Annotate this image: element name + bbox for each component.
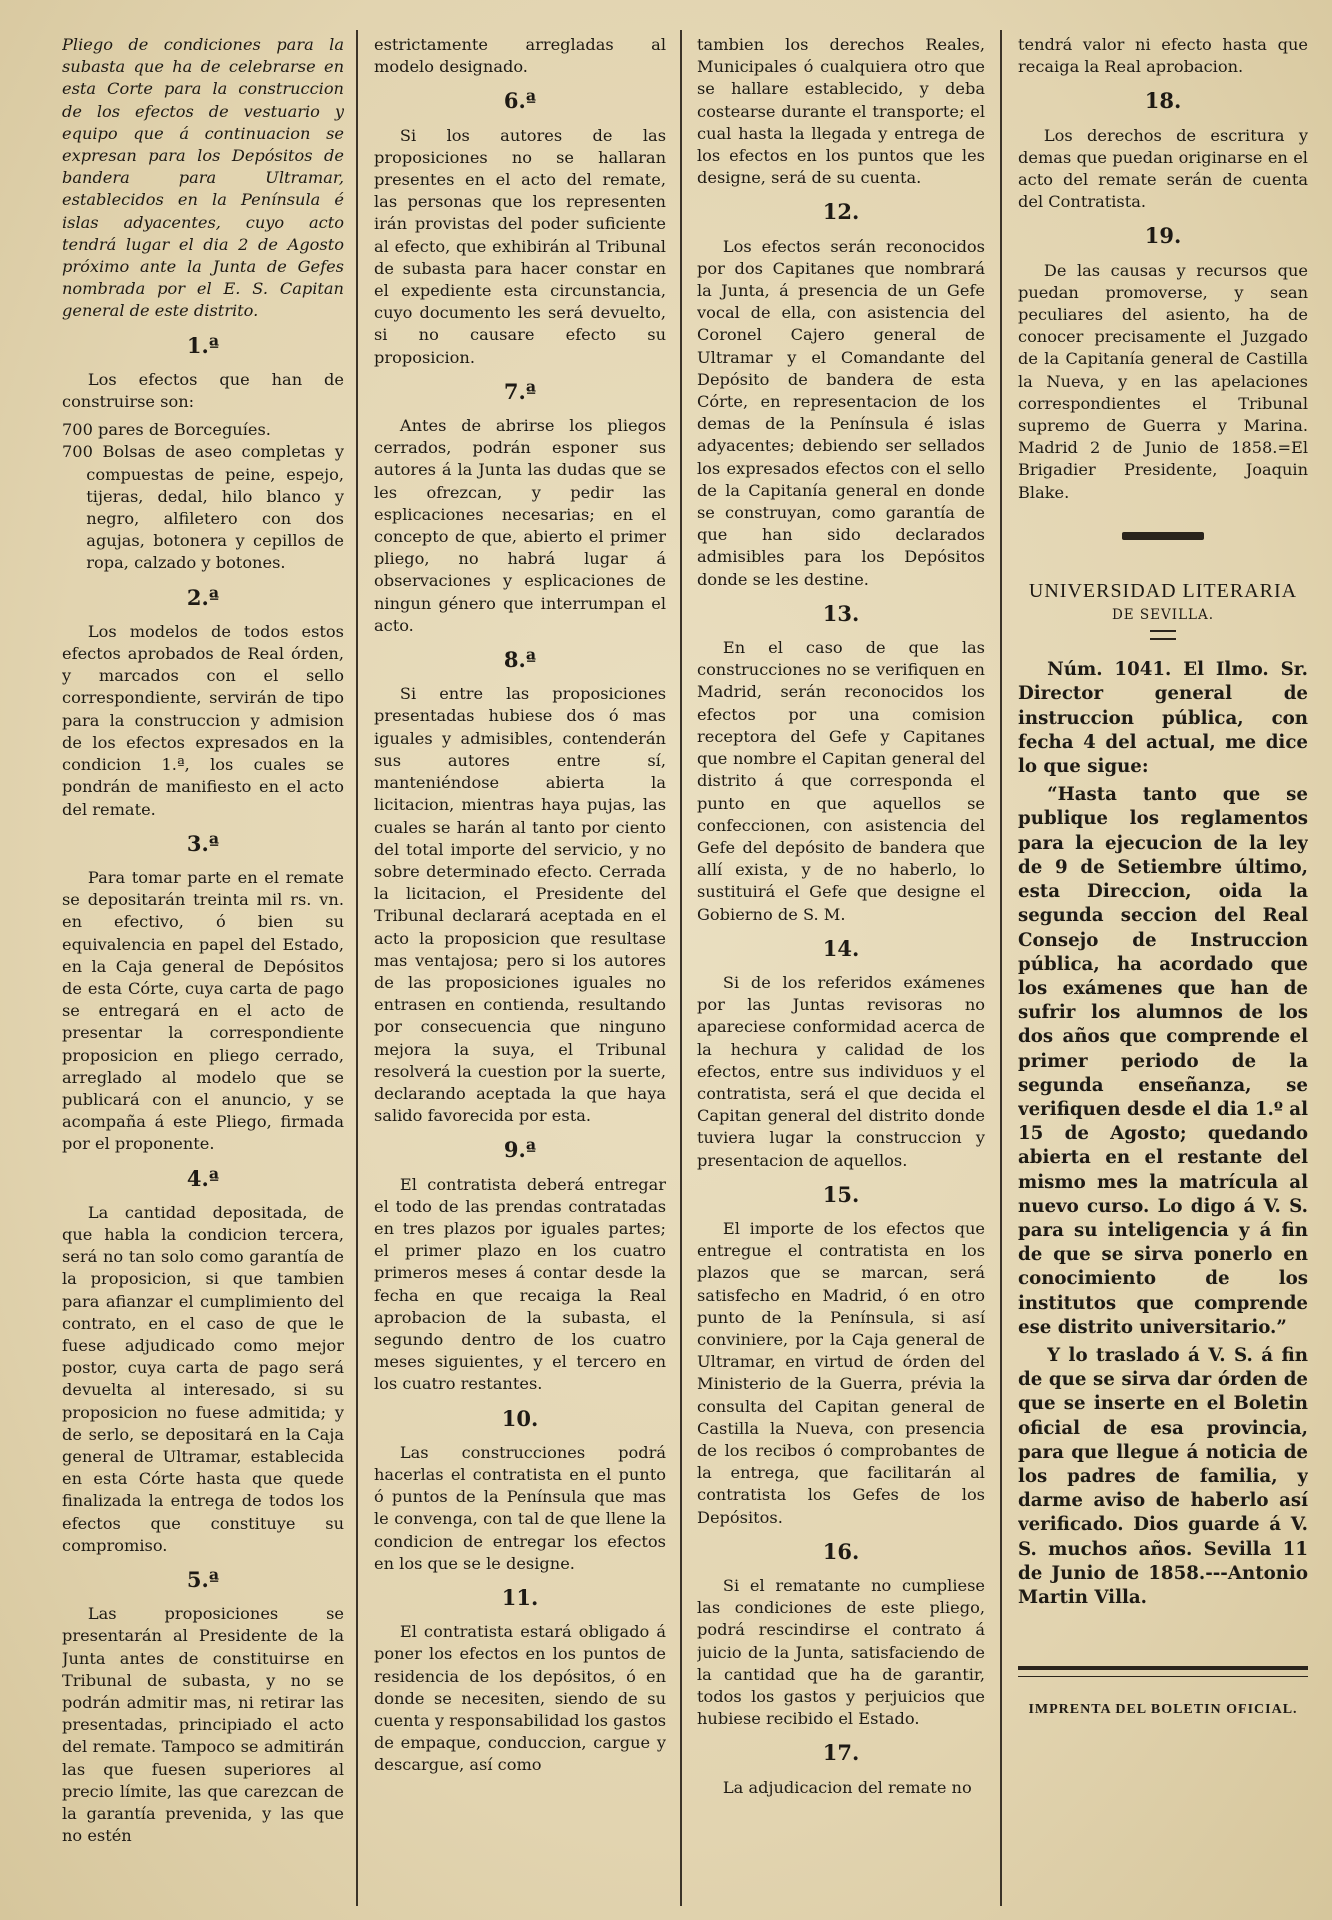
document-intro: Pliego de condiciones para la subasta que ha de celebrarse en esta Corte para la construccion de los efectos de vestuario y equipo que á continuacion se expresan para los Depósitos de bandera para Ultramar, establecidos en la Península é islas adyacentes, cuyo acto tendrá lugar el dia 2 de Agosto próximo ante la Junta de Gefes nombrada por el E. S. Capitan general de este distrito.: [62, 35, 344, 321]
condition-number: 16.: [822, 1538, 860, 1564]
section-divider: [1122, 532, 1204, 540]
column-1: [62, 34, 344, 1906]
condition-text: Si entre las proposiciones presentadas hubiese dos ó mas iguales y admisibles, contenderán sus autores entre sí, manteniéndose abierta la licitacion, mientras haya pujas, las cuales se harán al tanto por ciento del total importe del servicio, y no sobre determinado efecto. Cerrada la licitacion, el Presidente del Tribunal declarará aceptada en el acto la proposicion que resultase mas ventajosa; pero si los autores de las proposiciones iguales no entrasen en contienda, resultando por consecuencia que ninguno mejora la suya, el Tribunal resolverá la cuestion por la suerte, declarando aceptada la que haya salido favorecida por esta.: [374, 684, 666, 1126]
condition-text: La adjudicacion del remate no: [722, 1777, 972, 1797]
items-list: [62, 419, 344, 574]
notice-closing: Y lo traslado á V. S. á fin de que se sirva dar órden de que se inserte en el Boletin oficial de esa provincia, para que llegue á noticia de los padres de familia, y darme aviso de haberlo así verificado. Dios guarde á V. S. muchos años. Sevilla 11 de Junio de 1858.---Antonio Martin Villa.: [1018, 1344, 1308, 1608]
column-3: [697, 34, 985, 1906]
condition-number: 2.ª: [186, 584, 220, 610]
condition-text: Los modelos de todos estos efectos aprobados de Real órden, y marcados con el sello correspondiente, servirán de tipo para la construccion y admision de los efectos expresados en la condicion 1.ª, los cuales se pondrán de manifiesto en el acto del remate.: [62, 621, 344, 819]
condition-number: 18.: [1144, 88, 1182, 114]
condition-number: 6.ª: [503, 88, 537, 114]
condition-text: Si el rematante no cumpliese las condiciones de este pliego, podrá rescindirse el contrato á juicio de la Junta, satisfaciendo de la cantidad que ha de garantir, todos los gastos y perjuicios que hubiese recibido el Estado.: [697, 1576, 985, 1729]
section-subheading: DE SEVILLA.: [1111, 607, 1215, 624]
condition-number: 9.ª: [503, 1137, 537, 1163]
condition-text: En el caso de que las construcciones no se verifiquen en Madrid, serán reconocidos los efectos por una comision receptora del Gefe y Capitanes que nombre el Capitan general del distrito á que corresponda el punto en que aquellos se confeccionen, con asistencia del Gefe del depósito de bandera que allí exista, y de no haberlo, lo sustituirá el Gefe que designe el Gobierno de S. M.: [697, 638, 985, 924]
notice-quote: “Hasta tanto que se publique los reglamentos para la ejecucion de la ley de 9 de Setiembre último, esta Direccion, oida la segunda seccion del Real Consejo de Instruccion pública, ha acordado que los exámenes que han de sufrir los alumnos de los dos años que comprende el primer periodo de la segunda enseñanza, se verifiquen desde el dia 1.º al 15 de Agosto; quedando abierta en el restante del mismo mes la matrícula al nuevo curso. Lo digo á V. S. para su inteligencia y á fin de que se sirva ponerlo en conocimiento de los institutos que comprende ese distrito universitario.”: [1018, 784, 1308, 1338]
condition-number: 13.: [822, 600, 860, 626]
condition-text: Si los autores de las proposiciones no se hallaran presentes en el acto del remate, las personas que los representen irán provistas del poder suficiente al efecto, que exhibirán al Tribunal de subasta para hacer constar en el expediente esta circunstancia, cuyo documento les será devuelto, si no causare efecto su proposicion.: [374, 125, 666, 367]
footer-rule: [1018, 1666, 1308, 1677]
condition-text: Los efectos que han de construirse son:: [62, 369, 344, 412]
condition-number: 14.: [822, 935, 860, 961]
condition-text: tambien los derechos Reales, Municipales ó cualquiera otro que se hallare establecido, y deba costearse durante el transporte; el cual hasta la llegada y entrega de los efectos en los puntos que les designe, será de su cuenta.: [697, 35, 985, 188]
column-2: [374, 34, 666, 1906]
condition-number: 7.ª: [503, 378, 537, 404]
condition-text: La cantidad depositada, de que habla la condicion tercera, será no tan solo como garantía de la proposicion, si que tambien para afianzar el cumplimiento del contrato, en el caso de que le fuese adjudicado como mejor postor, cuya carta de pago será devuelta al interesado, si su proposicion no fuese admitida; y de serlo, se depositará en la Caja general de Ultramar, establecida en esta Córte hasta que quede finalizada la entrega de todos los efectos que constituye su compromiso.: [62, 1202, 344, 1555]
condition-number: 3.ª: [186, 830, 220, 856]
circular-notice: [1018, 658, 1308, 1610]
condition-text: estrictamente arregladas al modelo designado.: [374, 35, 666, 77]
column-rule: [680, 30, 682, 1906]
condition-number: 5.ª: [186, 1567, 220, 1592]
condition-text: Para tomar parte en el remate se depositarán treinta mil rs. vn. en efectivo, ó bien su equivalencia en papel del Estado, en la Caja general de Depósitos de esta Córte, cuya carta de pago se entregará en el acto de presentar la correspondiente proposicion en pliego cerrado, arreglado al modelo que se publicará con el anuncio, y se acompaña á este Pliego, firmada por el proponente.: [62, 867, 344, 1154]
condition-number: 4.ª: [186, 1165, 220, 1191]
column-4: [1018, 34, 1308, 1906]
list-item: 700 pares de Borceguíes.: [62, 420, 271, 440]
printer-imprint: IMPRENTA DEL BOLETIN OFICIAL.: [1028, 1702, 1298, 1718]
condition-number: 15.: [822, 1181, 860, 1207]
condition-text: Las construcciones podrá hacerlas el contratista en el punto ó puntos de la Península que mas le convenga, con tal de que llene la condicion de entregar los efectos en los que se le designe.: [374, 1442, 666, 1573]
column-rule: [1000, 30, 1002, 1906]
condition-number: 11.: [501, 1585, 539, 1610]
condition-text: El contratista estará obligado á poner los efectos en los puntos de residencia de los depósitos, ó en donde se necesiten, siendo de su cuenta y responsabilidad los gastos de empaque, conduccion, cargue y descargue, así como: [374, 1622, 666, 1775]
condition-text: Antes de abrirse los pliegos cerrados, podrán esponer sus autores á la Junta las dudas que se les ofrezcan, y pedir las esplicaciones necesarias; en el concepto de que, abierto el primer pliego, no habrá lugar á observaciones y esplicaciones de ningun género que interrumpan el acto.: [374, 416, 666, 635]
double-rule: [1150, 630, 1176, 640]
condition-number: 1.ª: [186, 332, 220, 358]
condition-text: Las proposiciones se presentarán al Presidente de la Junta antes de constituirse en Tribunal de subasta, y no se podrán admitir mas, ni retirar las presentadas, principiado el acto del remate. Tampoco se admitirán las que fuesen superiores al precio límite, las que carezcan de la garantía prevenida, y las que no estén: [62, 1604, 344, 1846]
condition-text: Si de los referidos exámenes por las Juntas revisoras no apareciese conformidad acerca de la hechura y calidad de los efectos, entre sus individuos y el contratista, será el que decida el Capitan general del distrito donde tuviera lugar la construccion y presentacion de aquellos.: [697, 972, 985, 1170]
condition-number: 12.: [822, 199, 860, 225]
condition-text: El contratista deberá entregar el todo de las prendas contratadas en tres plazos por iguales partes; el primer plazo en los cuatro primeros meses á contar desde la fecha en que recaiga la Real aprobacion de la subasta, el segundo dentro de los cuatro meses siguientes, y el tercero en los cuatro restantes.: [374, 1174, 666, 1394]
condition-text: El importe de los efectos que entregue el contratista en los plazos que se marcan, será satisfecho en Madrid, ó en otro punto de la Península, si así conviniere, por la Caja general de Ultramar, en virtud de órden del Ministerio de la Guerra, prévia la consulta del Capitan general de Castilla la Nueva, con presencia de los recibos ó comprobantes de la entrega, que facilitarán al contratista los Gefes de los Depósitos.: [697, 1218, 985, 1527]
condition-text: Los efectos serán reconocidos por dos Capitanes que nombrará la Junta, á presencia de un Gefe vocal de ella, con asistencia del Coronel Cajero general de Ultramar y el Comandante del Depósito de bandera de esta Córte, en representacion de los demas de la Península é islas adyacentes; debiendo ser sellados los expresados efectos con el sello de la Capitanía general en donde se construyan, como garantía de que han sido declarados admisibles para los Depósitos donde se les destine.: [697, 236, 985, 589]
notice-intro: Núm. 1041. El Ilmo. Sr. Director general de instruccion pública, con fecha 4 del actual, me dice lo que sigue:: [1018, 659, 1308, 778]
condition-number: 19.: [1144, 223, 1182, 249]
condition-text: De las causas y recursos que puedan promoverse, y sean peculiares del asiento, ha de conocer precisamente el Juzgado de la Capitanía general de Castilla la Nueva, y en las apelaciones correspondientes el Tribunal supremo de Guerra y Marina. Madrid 2 de Junio de 1858.=El Brigadier Presidente, Joaquin Blake.: [1018, 260, 1308, 502]
condition-number: 10.: [501, 1405, 539, 1431]
column-rule: [356, 30, 358, 1906]
condition-text: tendrá valor ni efecto hasta que recaiga la Real aprobacion.: [1018, 35, 1308, 77]
section-heading: UNIVERSIDAD LITERARIA: [1028, 579, 1298, 602]
condition-text: Los derechos de escritura y demas que puedan originarse en el acto del remate serán de cuenta del Contratista.: [1018, 125, 1308, 212]
condition-number: 17.: [822, 1740, 860, 1766]
condition-number: 8.ª: [503, 647, 537, 673]
list-item: 700 Bolsas de aseo completas y compuestas de peine, espejo, tijeras, dedal, hilo blanco y negro, alfiletero con dos agujas, botonera y cepillos de ropa, calzado y botones.: [62, 442, 344, 573]
